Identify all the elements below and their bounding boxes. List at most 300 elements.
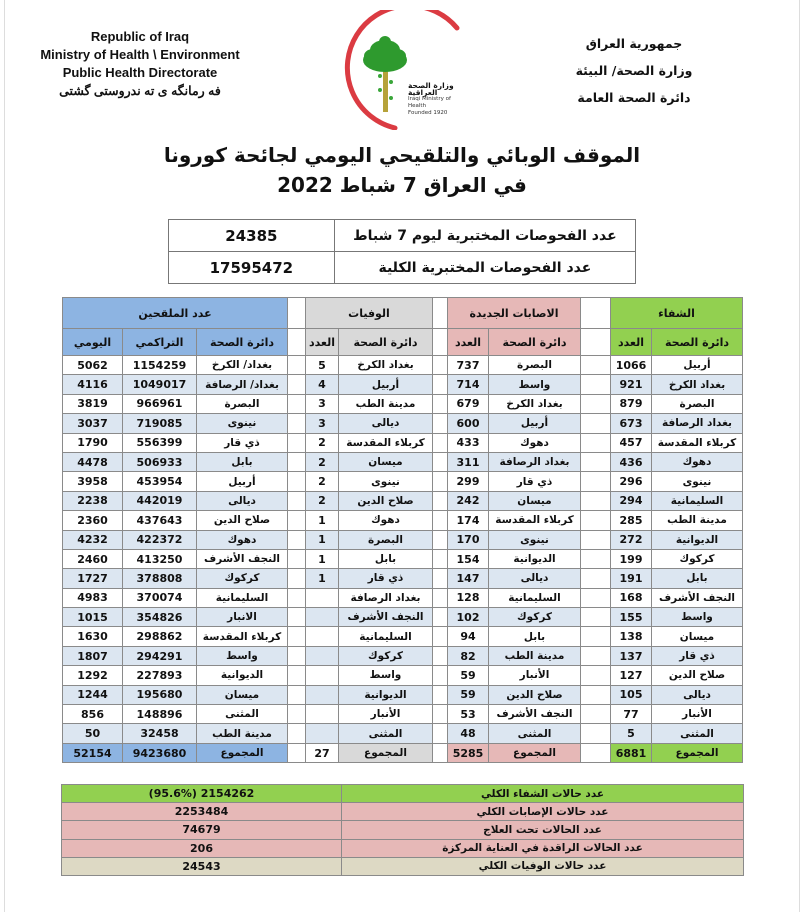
column-spacer bbox=[581, 705, 611, 724]
total-tests-value: 17595472 bbox=[169, 252, 335, 284]
new-cases-dept: بغداد الكرخ bbox=[489, 394, 581, 413]
recovered-dept: النجف الأشرف bbox=[652, 588, 743, 607]
column-spacer bbox=[581, 646, 611, 665]
recovered-dept: واسط bbox=[652, 608, 743, 627]
total-deaths: 27 bbox=[306, 743, 339, 762]
recovered-dept: ديالى bbox=[652, 685, 743, 704]
table-row bbox=[63, 666, 743, 685]
vaccinated-dept: صلاح الدين bbox=[197, 511, 288, 530]
recovered-dept: السليمانية bbox=[652, 491, 743, 510]
new-cases-count: 600 bbox=[448, 414, 489, 433]
column-spacer bbox=[581, 666, 611, 685]
deaths-dept: كربلاء المقدسة bbox=[339, 433, 433, 452]
vaccinated-daily: 3819 bbox=[63, 394, 123, 413]
new-cases-count: 48 bbox=[448, 724, 489, 743]
new-cases-count: 433 bbox=[448, 433, 489, 452]
total-label: المجموع bbox=[339, 743, 433, 762]
daily-tests-row bbox=[169, 220, 636, 252]
table-row bbox=[63, 375, 743, 394]
deaths-count bbox=[306, 627, 339, 646]
cumulative-summary-table bbox=[61, 784, 744, 876]
new-cases-dept: واسط bbox=[489, 375, 581, 394]
vaccinated-daily: 1790 bbox=[63, 433, 123, 452]
vaccinated-dept: الديوانية bbox=[197, 666, 288, 685]
vaccinated-cumulative: 453954 bbox=[123, 472, 197, 491]
header-arabic-block bbox=[554, 30, 714, 111]
vaccinated-daily: 50 bbox=[63, 724, 123, 743]
deaths-dept: واسط bbox=[339, 666, 433, 685]
deaths-count: 1 bbox=[306, 530, 339, 549]
recovered-count: 921 bbox=[611, 375, 652, 394]
col-header-count: العدد bbox=[611, 329, 652, 356]
deaths-count bbox=[306, 685, 339, 704]
col-header-cumulative: التراكمي bbox=[123, 329, 197, 356]
deaths-dept: ذي قار bbox=[339, 569, 433, 588]
new-cases-dept: الأنبار bbox=[489, 666, 581, 685]
recovered-dept: المثنى bbox=[652, 724, 743, 743]
vaccinated-daily: 1727 bbox=[63, 569, 123, 588]
table-row bbox=[63, 724, 743, 743]
vaccinated-daily: 3958 bbox=[63, 472, 123, 491]
deaths-count: 3 bbox=[306, 414, 339, 433]
summary-row bbox=[62, 803, 744, 821]
col-header-dept: دائرة الصحة bbox=[197, 329, 288, 356]
vaccinated-cumulative: 227893 bbox=[123, 666, 197, 685]
group-header-row bbox=[63, 298, 743, 329]
table-row bbox=[63, 472, 743, 491]
table-row bbox=[63, 530, 743, 549]
column-spacer bbox=[433, 685, 448, 704]
column-spacer bbox=[581, 588, 611, 607]
totals-row bbox=[63, 743, 743, 762]
table-row bbox=[63, 433, 743, 452]
column-spacer bbox=[581, 356, 611, 375]
recovered-dept: بغداد الكرخ bbox=[652, 375, 743, 394]
vaccinated-dept: البصرة bbox=[197, 394, 288, 413]
deaths-dept: بابل bbox=[339, 549, 433, 568]
deaths-count bbox=[306, 705, 339, 724]
column-spacer bbox=[288, 608, 306, 627]
column-spacer bbox=[433, 329, 448, 356]
vaccinated-cumulative: 378808 bbox=[123, 569, 197, 588]
recovered-dept: صلاح الدين bbox=[652, 666, 743, 685]
vaccinated-dept: الانبار bbox=[197, 608, 288, 627]
new-cases-count: 170 bbox=[448, 530, 489, 549]
recovered-count: 199 bbox=[611, 549, 652, 568]
new-cases-count: 82 bbox=[448, 646, 489, 665]
daily-tests-value: 24385 bbox=[169, 220, 335, 252]
vaccinated-cumulative: 294291 bbox=[123, 646, 197, 665]
vaccinated-dept: النجف الأشرف bbox=[197, 549, 288, 568]
vaccinated-dept: كركوك bbox=[197, 569, 288, 588]
deaths-dept: نينوى bbox=[339, 472, 433, 491]
summary-value: 206 bbox=[62, 839, 342, 857]
new-cases-count: 94 bbox=[448, 627, 489, 646]
recovered-count: 77 bbox=[611, 705, 652, 724]
new-cases-count: 147 bbox=[448, 569, 489, 588]
column-spacer bbox=[288, 472, 306, 491]
deaths-dept: البصرة bbox=[339, 530, 433, 549]
vaccinated-cumulative: 195680 bbox=[123, 685, 197, 704]
new-cases-dept: صلاح الدين bbox=[489, 685, 581, 704]
column-spacer bbox=[288, 511, 306, 530]
column-spacer bbox=[433, 569, 448, 588]
page-subtitle-date: في العراق 7 شباط 2022 bbox=[277, 173, 527, 197]
vaccinated-daily: 3037 bbox=[63, 414, 123, 433]
table-row bbox=[63, 685, 743, 704]
column-spacer bbox=[433, 375, 448, 394]
column-header-row bbox=[63, 329, 743, 356]
new-cases-count: 299 bbox=[448, 472, 489, 491]
deaths-dept: الديوانية bbox=[339, 685, 433, 704]
summary-label: عدد حالات الوفيات الكلي bbox=[342, 857, 744, 875]
column-spacer bbox=[288, 569, 306, 588]
recovered-count: 272 bbox=[611, 530, 652, 549]
new-cases-dept: الديوانية bbox=[489, 549, 581, 568]
column-spacer bbox=[433, 608, 448, 627]
column-spacer bbox=[581, 472, 611, 491]
new-cases-dept: البصرة bbox=[489, 356, 581, 375]
recovered-count: 105 bbox=[611, 685, 652, 704]
header-english-block bbox=[30, 28, 250, 100]
vaccinated-dept: بغداد/ الكرخ bbox=[197, 356, 288, 375]
column-spacer bbox=[581, 414, 611, 433]
column-spacer bbox=[288, 724, 306, 743]
table-row bbox=[63, 452, 743, 471]
deaths-dept: بغداد الرصافة bbox=[339, 588, 433, 607]
deaths-count: 2 bbox=[306, 491, 339, 510]
vaccinated-cumulative: 556399 bbox=[123, 433, 197, 452]
column-spacer bbox=[433, 705, 448, 724]
col-header-dept: دائرة الصحة bbox=[339, 329, 433, 356]
header-english-line-3: Public Health Directorate bbox=[62, 65, 218, 80]
deaths-count: 2 bbox=[306, 433, 339, 452]
deaths-dept: كركوك bbox=[339, 646, 433, 665]
vaccinated-dept: ديالى bbox=[197, 491, 288, 510]
deaths-count bbox=[306, 588, 339, 607]
new-cases-count: 102 bbox=[448, 608, 489, 627]
column-spacer bbox=[581, 491, 611, 510]
column-spacer bbox=[288, 414, 306, 433]
column-spacer bbox=[581, 329, 611, 356]
total-label: المجموع bbox=[652, 743, 743, 762]
deaths-count: 1 bbox=[306, 511, 339, 530]
recovered-dept: مدينة الطب bbox=[652, 511, 743, 530]
logo-founded: Founded 1920 bbox=[408, 110, 448, 116]
deaths-dept: الأنبار bbox=[339, 705, 433, 724]
vaccinated-daily: 4983 bbox=[63, 588, 123, 607]
total-recovered: 6881 bbox=[611, 743, 652, 762]
header-arabic-line-1: جمهورية العراق bbox=[585, 36, 683, 51]
column-spacer bbox=[581, 452, 611, 471]
column-spacer bbox=[288, 356, 306, 375]
vaccinated-dept: المثنى bbox=[197, 705, 288, 724]
deaths-count: 3 bbox=[306, 394, 339, 413]
column-spacer bbox=[433, 394, 448, 413]
summary-row bbox=[62, 785, 744, 803]
column-spacer bbox=[581, 724, 611, 743]
vaccinated-cumulative: 442019 bbox=[123, 491, 197, 510]
column-spacer bbox=[288, 452, 306, 471]
column-spacer bbox=[288, 666, 306, 685]
new-cases-count: 154 bbox=[448, 549, 489, 568]
daily-tests-label: عدد الفحوصات المختبرية ليوم 7 شباط bbox=[334, 220, 635, 252]
summary-row bbox=[62, 839, 744, 857]
deaths-dept: النجف الأشرف bbox=[339, 608, 433, 627]
column-spacer bbox=[288, 491, 306, 510]
table-row bbox=[63, 356, 743, 375]
daily-stats-table bbox=[62, 297, 743, 763]
deaths-dept: المثنى bbox=[339, 724, 433, 743]
summary-value: 2253484 bbox=[62, 803, 342, 821]
column-spacer bbox=[288, 329, 306, 356]
table-row bbox=[63, 627, 743, 646]
vaccinated-dept: بابل bbox=[197, 452, 288, 471]
new-cases-dept: المثنى bbox=[489, 724, 581, 743]
new-cases-count: 174 bbox=[448, 511, 489, 530]
recovered-dept: ذي قار bbox=[652, 646, 743, 665]
vaccinated-cumulative: 413250 bbox=[123, 549, 197, 568]
column-spacer bbox=[288, 743, 306, 762]
recovered-count: 285 bbox=[611, 511, 652, 530]
recovered-count: 127 bbox=[611, 666, 652, 685]
vaccinated-dept: نينوى bbox=[197, 414, 288, 433]
column-spacer bbox=[581, 530, 611, 549]
table-row bbox=[63, 646, 743, 665]
column-spacer bbox=[581, 569, 611, 588]
vaccinated-daily: 4478 bbox=[63, 452, 123, 471]
summary-value: 74679 bbox=[62, 821, 342, 839]
new-cases-dept: بغداد الرصافة bbox=[489, 452, 581, 471]
total-label: المجموع bbox=[197, 743, 288, 762]
column-spacer bbox=[288, 646, 306, 665]
summary-label: عدد الحالات الراقدة في العناية المركزة bbox=[342, 839, 744, 857]
summary-row bbox=[62, 821, 744, 839]
column-spacer bbox=[433, 549, 448, 568]
vaccinated-cumulative: 422372 bbox=[123, 530, 197, 549]
column-spacer bbox=[581, 627, 611, 646]
table-row bbox=[63, 511, 743, 530]
summary-row bbox=[62, 857, 744, 875]
header-kurdish-line: فه رمانگه ی ته ندروستی گشتی bbox=[59, 84, 221, 98]
recovered-count: 296 bbox=[611, 472, 652, 491]
deaths-count: 2 bbox=[306, 452, 339, 471]
vaccinated-daily: 1807 bbox=[63, 646, 123, 665]
summary-label: عدد حالات الإصابات الكلي bbox=[342, 803, 744, 821]
column-spacer bbox=[581, 511, 611, 530]
total-tests-row bbox=[169, 252, 636, 284]
logo-caption bbox=[408, 82, 470, 117]
recovered-count: 5 bbox=[611, 724, 652, 743]
vaccinated-daily: 2238 bbox=[63, 491, 123, 510]
recovered-count: 155 bbox=[611, 608, 652, 627]
vaccinated-cumulative: 966961 bbox=[123, 394, 197, 413]
recovered-dept: بغداد الرصافة bbox=[652, 414, 743, 433]
deaths-dept: ميسان bbox=[339, 452, 433, 471]
recovered-count: 168 bbox=[611, 588, 652, 607]
new-cases-count: 714 bbox=[448, 375, 489, 394]
new-cases-count: 311 bbox=[448, 452, 489, 471]
new-cases-count: 242 bbox=[448, 491, 489, 510]
col-header-count: العدد bbox=[306, 329, 339, 356]
column-spacer bbox=[288, 298, 306, 329]
vaccinated-daily: 1015 bbox=[63, 608, 123, 627]
group-header-new-cases: الاصابات الجديدة bbox=[448, 298, 581, 329]
column-spacer bbox=[433, 452, 448, 471]
deaths-dept: أربيل bbox=[339, 375, 433, 394]
col-header-dept: دائرة الصحة bbox=[652, 329, 743, 356]
deaths-count bbox=[306, 608, 339, 627]
total-vaccinated-cumulative: 9423680 bbox=[123, 743, 197, 762]
new-cases-dept: كركوك bbox=[489, 608, 581, 627]
vaccinated-daily: 2360 bbox=[63, 511, 123, 530]
column-spacer bbox=[433, 666, 448, 685]
header-arabic-line-2: وزارة الصحة/ البيئة bbox=[575, 63, 693, 78]
page-title: الموقف الوبائي والتلقيحي اليومي لجائحة كورونا bbox=[163, 143, 641, 167]
vaccinated-daily: 4116 bbox=[63, 375, 123, 394]
logo-name-english: Iraqi Ministry of Health bbox=[408, 96, 451, 109]
column-spacer bbox=[288, 588, 306, 607]
vaccinated-daily: 1292 bbox=[63, 666, 123, 685]
column-spacer bbox=[433, 356, 448, 375]
recovered-dept: أربيل bbox=[652, 356, 743, 375]
vaccinated-dept: ذي قار bbox=[197, 433, 288, 452]
deaths-count: 1 bbox=[306, 549, 339, 568]
recovered-count: 191 bbox=[611, 569, 652, 588]
vaccinated-dept: واسط bbox=[197, 646, 288, 665]
total-vaccinated-daily: 52154 bbox=[63, 743, 123, 762]
total-label: المجموع bbox=[489, 743, 581, 762]
col-header-count: العدد bbox=[448, 329, 489, 356]
deaths-count: 5 bbox=[306, 356, 339, 375]
table-row bbox=[63, 608, 743, 627]
column-spacer bbox=[288, 549, 306, 568]
vaccinated-dept: دهوك bbox=[197, 530, 288, 549]
deaths-dept: بغداد الكرخ bbox=[339, 356, 433, 375]
table-row bbox=[63, 569, 743, 588]
vaccinated-cumulative: 1154259 bbox=[123, 356, 197, 375]
new-cases-dept: النجف الأشرف bbox=[489, 705, 581, 724]
new-cases-dept: ذي قار bbox=[489, 472, 581, 491]
vaccinated-daily: 1630 bbox=[63, 627, 123, 646]
column-spacer bbox=[433, 472, 448, 491]
col-header-daily: اليومي bbox=[63, 329, 123, 356]
column-spacer bbox=[581, 685, 611, 704]
recovered-count: 457 bbox=[611, 433, 652, 452]
new-cases-dept: أربيل bbox=[489, 414, 581, 433]
logo-name-arabic: وزارة الصحة العراقية bbox=[408, 81, 454, 97]
recovered-count: 1066 bbox=[611, 356, 652, 375]
vaccinated-dept: السليمانية bbox=[197, 588, 288, 607]
recovered-dept: البصرة bbox=[652, 394, 743, 413]
table-row bbox=[63, 588, 743, 607]
vaccinated-cumulative: 506933 bbox=[123, 452, 197, 471]
column-spacer bbox=[581, 608, 611, 627]
vaccinated-cumulative: 354826 bbox=[123, 608, 197, 627]
vaccinated-daily: 2460 bbox=[63, 549, 123, 568]
recovered-dept: ميسان bbox=[652, 627, 743, 646]
vaccinated-cumulative: 437643 bbox=[123, 511, 197, 530]
recovered-count: 294 bbox=[611, 491, 652, 510]
column-spacer bbox=[581, 433, 611, 452]
recovered-dept: كركوك bbox=[652, 549, 743, 568]
column-spacer bbox=[433, 743, 448, 762]
vaccinated-daily: 5062 bbox=[63, 356, 123, 375]
vaccinated-dept: أربيل bbox=[197, 472, 288, 491]
deaths-dept: دهوك bbox=[339, 511, 433, 530]
deaths-count: 1 bbox=[306, 569, 339, 588]
column-spacer bbox=[288, 433, 306, 452]
table-row bbox=[63, 414, 743, 433]
vaccinated-cumulative: 1049017 bbox=[123, 375, 197, 394]
deaths-count bbox=[306, 724, 339, 743]
new-cases-dept: كربلاء المقدسة bbox=[489, 511, 581, 530]
recovered-dept: الديوانية bbox=[652, 530, 743, 549]
col-header-dept: دائرة الصحة bbox=[489, 329, 581, 356]
column-spacer bbox=[288, 394, 306, 413]
vaccinated-dept: بغداد/ الرصافة bbox=[197, 375, 288, 394]
new-cases-dept: ميسان bbox=[489, 491, 581, 510]
lab-tests-table bbox=[168, 219, 636, 284]
column-spacer bbox=[581, 549, 611, 568]
vaccinated-cumulative: 719085 bbox=[123, 414, 197, 433]
summary-value: 2154262 (95.6%) bbox=[62, 785, 342, 803]
new-cases-count: 59 bbox=[448, 666, 489, 685]
deaths-count bbox=[306, 666, 339, 685]
recovered-count: 673 bbox=[611, 414, 652, 433]
recovered-dept: دهوك bbox=[652, 452, 743, 471]
recovered-dept: الأنبار bbox=[652, 705, 743, 724]
deaths-dept: السليمانية bbox=[339, 627, 433, 646]
column-spacer bbox=[288, 530, 306, 549]
table-row bbox=[63, 705, 743, 724]
summary-value: 24543 bbox=[62, 857, 342, 875]
new-cases-count: 59 bbox=[448, 685, 489, 704]
deaths-dept: صلاح الدين bbox=[339, 491, 433, 510]
recovered-count: 879 bbox=[611, 394, 652, 413]
vaccinated-cumulative: 370074 bbox=[123, 588, 197, 607]
new-cases-dept: ديالى bbox=[489, 569, 581, 588]
vaccinated-cumulative: 148896 bbox=[123, 705, 197, 724]
new-cases-dept: السليمانية bbox=[489, 588, 581, 607]
column-spacer bbox=[433, 627, 448, 646]
deaths-count: 2 bbox=[306, 472, 339, 491]
vaccinated-daily: 4232 bbox=[63, 530, 123, 549]
column-spacer bbox=[433, 511, 448, 530]
new-cases-count: 128 bbox=[448, 588, 489, 607]
deaths-dept: مدينة الطب bbox=[339, 394, 433, 413]
header-english-line-1: Republic of Iraq bbox=[90, 29, 190, 44]
column-spacer bbox=[581, 394, 611, 413]
column-spacer bbox=[433, 646, 448, 665]
new-cases-dept: مدينة الطب bbox=[489, 646, 581, 665]
summary-label: عدد الحالات تحت العلاج bbox=[342, 821, 744, 839]
header-arabic-line-3: دائرة الصحة العامة bbox=[577, 90, 691, 105]
vaccinated-daily: 856 bbox=[63, 705, 123, 724]
recovered-dept: بابل bbox=[652, 569, 743, 588]
column-spacer bbox=[433, 588, 448, 607]
column-spacer bbox=[288, 627, 306, 646]
vaccinated-cumulative: 298862 bbox=[123, 627, 197, 646]
column-spacer bbox=[433, 433, 448, 452]
vaccinated-dept: كربلاء المقدسة bbox=[197, 627, 288, 646]
table-row bbox=[63, 549, 743, 568]
new-cases-count: 737 bbox=[448, 356, 489, 375]
recovered-count: 436 bbox=[611, 452, 652, 471]
column-spacer bbox=[433, 298, 448, 329]
group-header-recovered: الشفاء bbox=[611, 298, 743, 329]
table-row bbox=[63, 491, 743, 510]
